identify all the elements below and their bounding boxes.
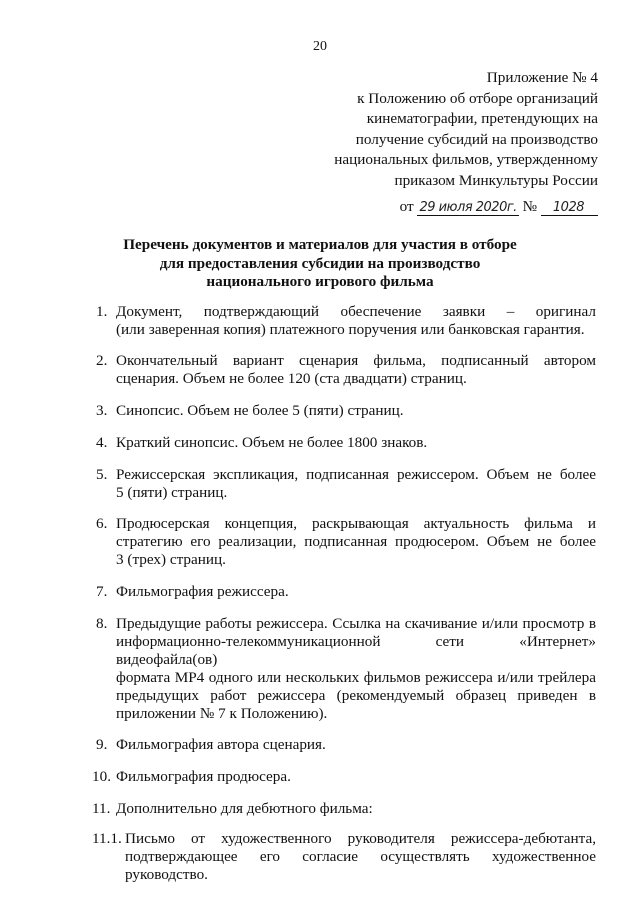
list-item-line: руководство.: [125, 866, 208, 883]
list-item: [96, 402, 596, 420]
handwritten-number: 1028: [541, 200, 598, 216]
number-prefix: №: [522, 198, 538, 215]
list-item-line: Режиссерская экспликация, подписанная режиссером. Объем не более: [116, 466, 596, 483]
appendix-line: приказом Минкультуры России: [394, 171, 598, 189]
list-item-line: 5 (пяти) страниц.: [116, 484, 228, 501]
document-title: [0, 236, 640, 292]
list-item-line: Документ, подтверждающий обеспечение заявки – оригинал: [116, 303, 596, 320]
list-item-line: подтверждающее его согласие осуществлять художественное: [125, 848, 596, 865]
list-item-line: Дополнительно для дебютного фильма:: [116, 800, 373, 817]
appendix-line: кинематографии, претендующих на: [366, 110, 598, 127]
list-item-line: (или заверенная копия) платежного поручения или банковская гарантия.: [116, 321, 585, 338]
list-item: [96, 583, 596, 601]
order-date-line: [298, 197, 598, 219]
list-item-line: информационно-телекоммуникационной сети «Интернет» видеофайла(ов): [116, 633, 596, 668]
list-item: [96, 352, 596, 388]
list-item-number: 1.: [96, 303, 108, 320]
appendix-line: национальных фильмов, утвержденному: [334, 151, 598, 168]
list-item-line: Фильмография автора сценария.: [116, 736, 326, 753]
list-item-number: 11.: [92, 800, 111, 817]
list-item-number: 6.: [96, 515, 108, 532]
list-item-number: 2.: [96, 352, 108, 369]
list-item: [96, 615, 596, 723]
list-item-line: Фильмография режиссера.: [116, 583, 289, 600]
list-item-number: 9.: [96, 736, 108, 753]
date-prefix: от: [399, 198, 414, 215]
list-item-line: Окончательный вариант сценария фильма, подписанный автором: [116, 352, 596, 369]
list-item-text: [116, 583, 596, 601]
list-item-line: сценария. Объем не более 120 (ста двадцати) страниц.: [116, 370, 467, 387]
appendix-line: получение субсидий на производство: [355, 130, 598, 148]
list-item: [96, 303, 596, 339]
list-item-number: 4.: [96, 434, 108, 451]
list-item-number: 5.: [96, 466, 108, 483]
list-item-line: Краткий синопсис. Объем не более 1800 знаков.: [116, 434, 428, 451]
list-item: [96, 515, 596, 569]
list-item-text: [116, 736, 596, 754]
list-item-line: приложении № 7 к Положению).: [116, 705, 328, 722]
list-item-line: Синопсис. Объем не более 5 (пяти) страниц.: [116, 402, 404, 419]
sub-list-item-text: [125, 830, 596, 884]
list-item-line: предыдущих работ режиссера (рекомендуемый образец приведен в: [116, 687, 596, 704]
sub-list-item-number: 11.1.: [92, 830, 122, 847]
list-item-number: 7.: [96, 583, 108, 600]
list-item-line: Предыдущие работы режиссера. Ссылка на скачивание и/или просмотр в: [116, 615, 596, 632]
list-item-text: [116, 303, 596, 339]
list-item-text: [116, 352, 596, 388]
list-item-line: 3 (трех) страниц.: [116, 551, 226, 568]
list-item-number: 3.: [96, 402, 108, 419]
sub-list-item: [92, 830, 596, 884]
appendix-line: Приложение № 4: [486, 69, 598, 86]
list-item-text: [116, 768, 596, 786]
list-item-text: [116, 515, 596, 569]
list-item-line: Фильмография продюсера.: [116, 768, 291, 785]
list-item-line: формата MP4 одного или нескольких фильмов режиссера и/или трейлера: [116, 669, 596, 686]
list-item-text: [116, 800, 596, 818]
list-item: [96, 466, 596, 502]
list-item: [92, 768, 596, 786]
list-item-line: Письмо от художественного руководителя режиссера-дебютанта,: [125, 830, 596, 847]
appendix-line: к Положению об отборе организаций: [357, 89, 598, 107]
list-item-line: стратегию его реализации, подписанная продюсером. Объем не более: [116, 533, 596, 550]
appendix-header: [298, 68, 598, 219]
list-item-text: [116, 466, 596, 502]
title-line: для предоставления субсидии на производство: [159, 254, 481, 272]
list-item-text: [116, 434, 596, 452]
list-item: [96, 434, 596, 452]
title-line: национального игрового фильма: [206, 273, 434, 290]
list-item-text: [116, 615, 596, 723]
list-item-line: Продюсерская концепция, раскрывающая актуальность фильма и: [116, 515, 596, 532]
handwritten-date: 29 июля 2020г.: [419, 200, 517, 215]
list-item: [96, 736, 596, 754]
list-item-number: 10.: [92, 768, 111, 785]
documents-list: [92, 303, 596, 884]
page-number: 20: [313, 39, 327, 54]
title-line: Перечень документов и материалов для участия в отборе: [123, 236, 517, 253]
list-item-number: 8.: [96, 615, 108, 632]
list-item-text: [116, 402, 596, 420]
list-item: [92, 800, 596, 818]
